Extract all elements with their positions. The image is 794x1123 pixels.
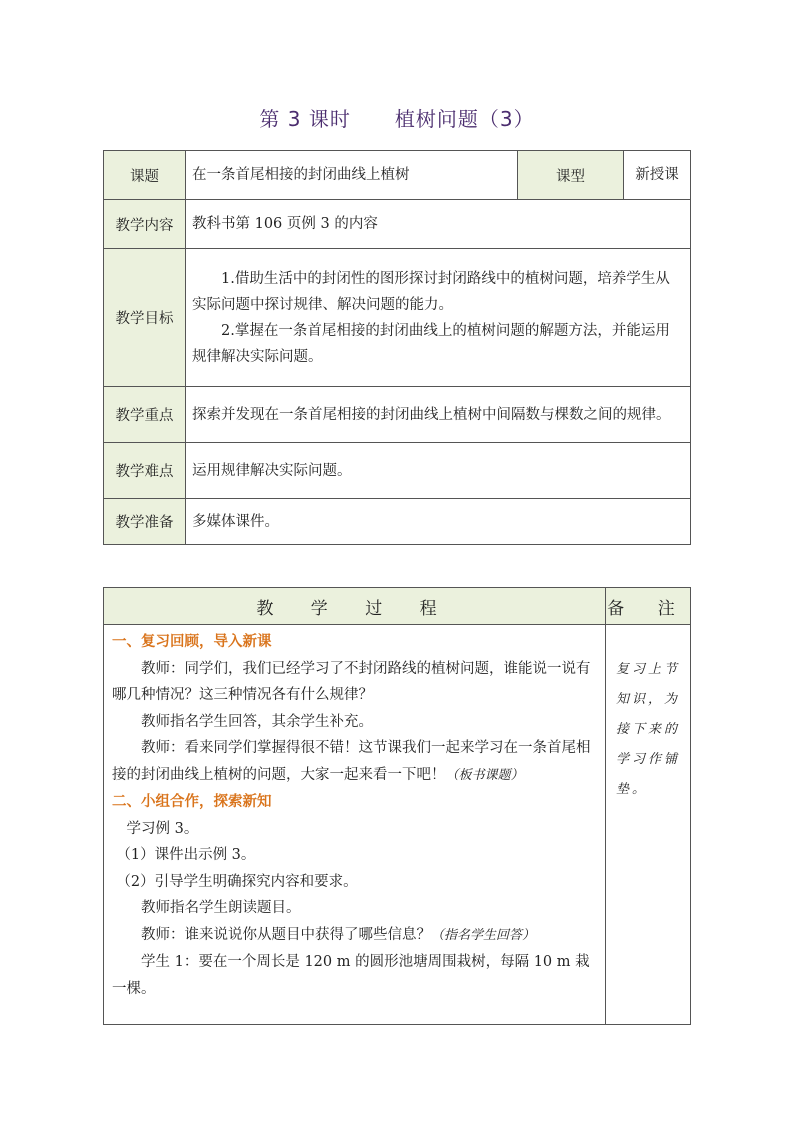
lesson-topic: 植树问题（3）	[394, 107, 535, 131]
process-paragraph: 学生 1：要在一个周长是 120 m 的圆形池塘周围栽树，每隔 10 m 栽一棵。	[112, 954, 590, 997]
lesson-info-table	[103, 150, 691, 545]
content-value: 教科书第 106 页例 3 的内容	[186, 200, 691, 249]
board-note: （板书课题）	[445, 767, 524, 783]
type-label: 课型	[518, 151, 624, 200]
difficulty-value: 运用规律解决实际问题。	[186, 443, 691, 499]
section-explore-heading: 二、小组合作，探索新知	[112, 794, 272, 810]
topic-value: 在一条首尾相接的封闭曲线上植树	[186, 151, 518, 200]
process-paragraph: 学习例 3。	[126, 820, 199, 837]
process-paragraph: 教师指名学生朗读题目。	[141, 900, 301, 916]
lesson-number: 第 3 课时	[259, 107, 351, 131]
process-paragraph: 教师：同学们，我们已经学习了不封闭路线的植树问题，谁能说一说有哪几种情况？这三种情况各有什么规律？	[112, 660, 591, 703]
process-body	[104, 625, 606, 1025]
goals-label: 教学目标	[104, 249, 186, 387]
answer-note: （指名学生回答）	[431, 927, 536, 943]
goal-2: 2.掌握在一条首尾相接的封闭曲线上的植树问题的解题方法，并能运用规律解决实际问题。	[192, 322, 670, 365]
type-value: 新授课	[624, 151, 691, 200]
content-label: 教学内容	[104, 200, 186, 249]
process-paragraph: 教师指名学生回答，其余学生补充。	[141, 713, 373, 730]
process-header: 教 学 过 程	[104, 588, 606, 625]
topic-label: 课题	[104, 151, 186, 200]
difficulty-label: 教学难点	[104, 443, 186, 499]
process-paragraph: 教师：谁来说说你从题目中获得了哪些信息？（指名学生回答）	[141, 926, 536, 943]
goal-1: 1.借助生活中的封闭性的图形探讨封闭路线中的植树问题，培养学生从实际问题中探讨规律、解决问题的能力。	[192, 270, 670, 313]
notes-header: 备 注	[606, 588, 691, 625]
key-points-value: 探索并发现在一条首尾相接的封闭曲线上植树中间隔数与棵数之间的规律。	[186, 387, 691, 443]
process-paragraph: 教师：看来同学们掌握得很不错！这节课我们一起来学习在一条首尾相接的封闭曲线上植树的问题，大家一起来看一下吧！（板书课题）	[112, 740, 591, 783]
key-points-label: 教学重点	[104, 387, 186, 443]
process-paragraph: （2）引导学生明确探究内容和要求。	[116, 873, 358, 890]
preparation-value: 多媒体课件。	[186, 499, 691, 545]
teaching-process-table	[103, 587, 691, 1025]
goals-value	[186, 249, 691, 387]
page-title	[0, 103, 794, 132]
process-paragraph: （1）课件出示例 3。	[116, 847, 256, 863]
preparation-label: 教学准备	[104, 499, 186, 545]
section-review-heading: 一、复习回顾，导入新课	[112, 634, 272, 650]
side-note: 复习上节知识，为接下来的学习作铺垫。	[606, 625, 691, 1025]
